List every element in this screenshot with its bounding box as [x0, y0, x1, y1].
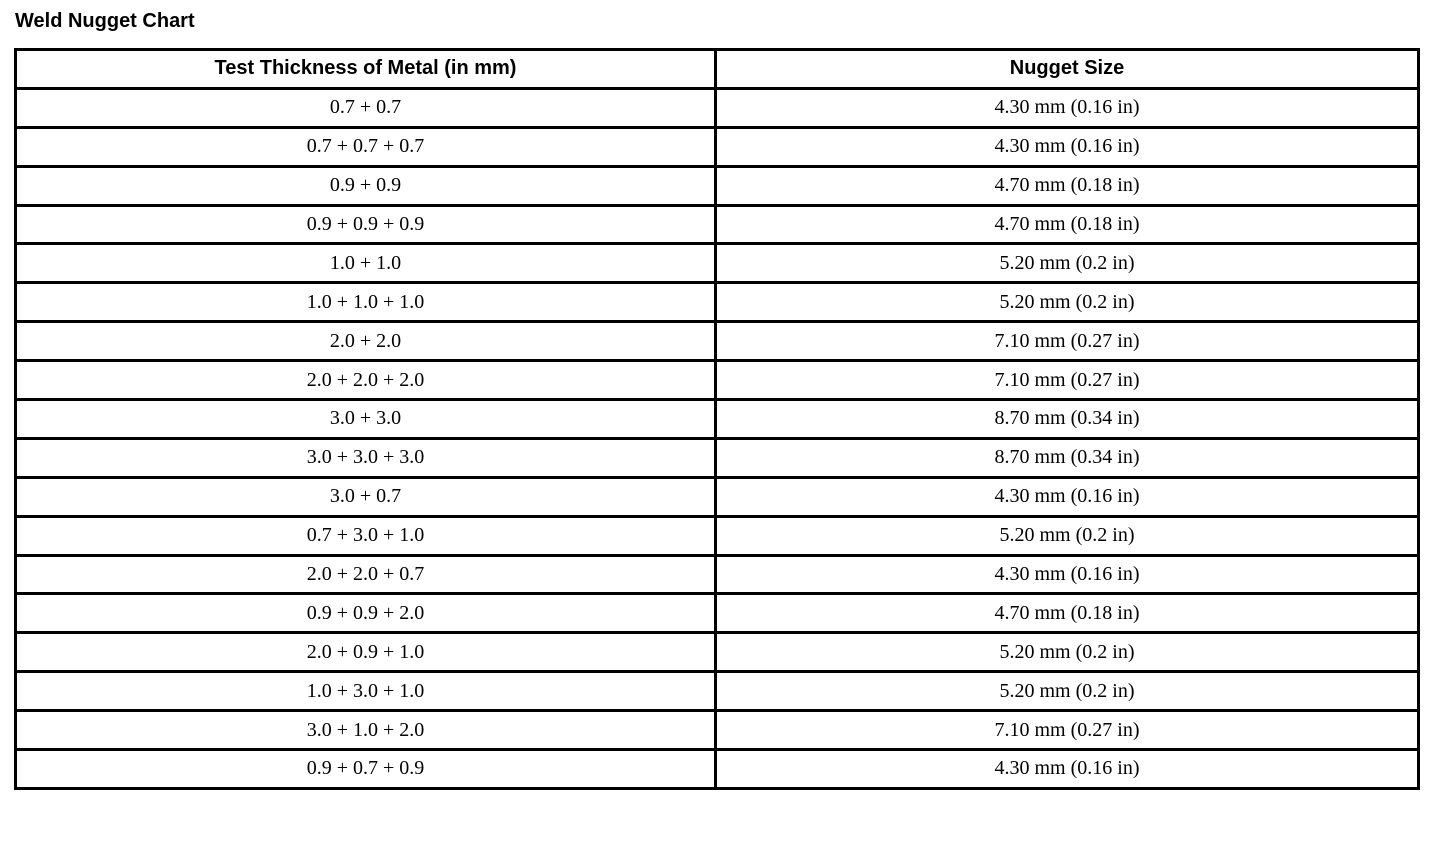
table-row — [16, 244, 1419, 283]
table-row — [16, 516, 1419, 555]
table-row — [16, 555, 1419, 594]
cell-thickness: 0.9 + 0.7 + 0.9 — [16, 750, 716, 789]
column-header-thickness: Test Thickness of Metal (in mm) — [16, 50, 716, 89]
cell-nugget-size: 5.20 mm (0.2 in) — [716, 633, 1419, 672]
cell-thickness: 3.0 + 3.0 + 3.0 — [16, 438, 716, 477]
cell-thickness: 2.0 + 2.0 — [16, 322, 716, 361]
cell-thickness: 0.9 + 0.9 — [16, 166, 716, 205]
cell-nugget-size: 5.20 mm (0.2 in) — [716, 672, 1419, 711]
table-row — [16, 672, 1419, 711]
cell-thickness: 1.0 + 1.0 + 1.0 — [16, 283, 716, 322]
table-row — [16, 166, 1419, 205]
table-body — [16, 88, 1419, 788]
table-row — [16, 205, 1419, 244]
column-header-nugget-size: Nugget Size — [716, 50, 1419, 89]
cell-nugget-size: 4.70 mm (0.18 in) — [716, 205, 1419, 244]
cell-thickness: 0.9 + 0.9 + 2.0 — [16, 594, 716, 633]
table-row — [16, 594, 1419, 633]
table-row — [16, 477, 1419, 516]
table-row — [16, 633, 1419, 672]
cell-nugget-size: 5.20 mm (0.2 in) — [716, 283, 1419, 322]
cell-nugget-size: 4.30 mm (0.16 in) — [716, 555, 1419, 594]
cell-thickness: 0.7 + 0.7 — [16, 88, 716, 127]
table-row — [16, 361, 1419, 400]
weld-nugget-table — [14, 48, 1420, 790]
table-row — [16, 400, 1419, 439]
table-row — [16, 127, 1419, 166]
cell-thickness: 2.0 + 0.9 + 1.0 — [16, 633, 716, 672]
cell-thickness: 3.0 + 1.0 + 2.0 — [16, 711, 716, 750]
cell-thickness: 2.0 + 2.0 + 0.7 — [16, 555, 716, 594]
table-row — [16, 283, 1419, 322]
cell-thickness: 1.0 + 1.0 — [16, 244, 716, 283]
table-header — [16, 50, 1419, 89]
cell-nugget-size: 8.70 mm (0.34 in) — [716, 438, 1419, 477]
cell-nugget-size: 8.70 mm (0.34 in) — [716, 400, 1419, 439]
cell-nugget-size: 7.10 mm (0.27 in) — [716, 711, 1419, 750]
cell-nugget-size: 4.30 mm (0.16 in) — [716, 88, 1419, 127]
cell-thickness: 0.7 + 0.7 + 0.7 — [16, 127, 716, 166]
cell-thickness: 0.9 + 0.9 + 0.9 — [16, 205, 716, 244]
table-row — [16, 711, 1419, 750]
cell-nugget-size: 4.70 mm (0.18 in) — [716, 166, 1419, 205]
page-title: Weld Nugget Chart — [15, 10, 195, 32]
table-row — [16, 88, 1419, 127]
cell-thickness: 0.7 + 3.0 + 1.0 — [16, 516, 716, 555]
cell-thickness: 2.0 + 2.0 + 2.0 — [16, 361, 716, 400]
table-row — [16, 438, 1419, 477]
cell-nugget-size: 7.10 mm (0.27 in) — [716, 322, 1419, 361]
cell-nugget-size: 7.10 mm (0.27 in) — [716, 361, 1419, 400]
cell-nugget-size: 4.30 mm (0.16 in) — [716, 750, 1419, 789]
table-row — [16, 750, 1419, 789]
cell-thickness: 1.0 + 3.0 + 1.0 — [16, 672, 716, 711]
cell-thickness: 3.0 + 3.0 — [16, 400, 716, 439]
cell-thickness: 3.0 + 0.7 — [16, 477, 716, 516]
cell-nugget-size: 5.20 mm (0.2 in) — [716, 516, 1419, 555]
table-row — [16, 322, 1419, 361]
cell-nugget-size: 4.70 mm (0.18 in) — [716, 594, 1419, 633]
cell-nugget-size: 4.30 mm (0.16 in) — [716, 477, 1419, 516]
cell-nugget-size: 4.30 mm (0.16 in) — [716, 127, 1419, 166]
cell-nugget-size: 5.20 mm (0.2 in) — [716, 244, 1419, 283]
header-row — [16, 50, 1419, 89]
